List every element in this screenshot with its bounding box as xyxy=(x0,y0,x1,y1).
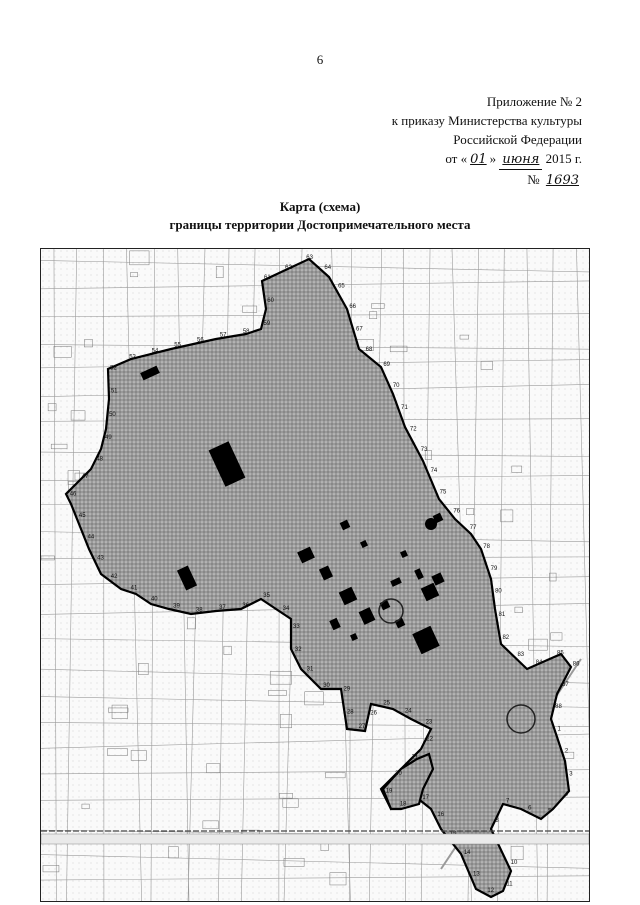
boundary-point-label: 57 xyxy=(219,332,227,339)
boundary-point-label: 37 xyxy=(219,604,226,611)
boundary-point-label: 30 xyxy=(323,683,330,689)
boundary-point-label: 13 xyxy=(473,871,480,878)
boundary-point-label: 58 xyxy=(242,328,250,335)
boundary-point-label: 47 xyxy=(81,474,89,481)
boundary-point-label: 83 xyxy=(517,651,525,658)
boundary-point-label: 10 xyxy=(510,860,518,867)
boundary-point-label: 31 xyxy=(306,666,314,673)
boundary-point-label: 14 xyxy=(463,849,471,856)
boundary-point-label: 51 xyxy=(110,388,118,395)
boundary-point-label: 24 xyxy=(404,708,412,715)
boundary-point-label: 20 xyxy=(395,770,402,777)
boundary-point-label: 78 xyxy=(483,543,490,550)
boundary-point-label: 52 xyxy=(110,365,117,372)
boundary-point-label: 5 xyxy=(548,808,552,815)
appendix-number-line xyxy=(392,170,582,190)
boundary-point-label: 11 xyxy=(506,881,513,888)
boundary-point-label: 7 xyxy=(506,798,510,805)
boundary-point-label: 59 xyxy=(263,320,271,327)
boundary-point-label: 55 xyxy=(174,342,181,349)
boundary-point-label: 43 xyxy=(97,555,104,562)
boundary-point-label: 25 xyxy=(383,700,391,707)
boundary-point-label: 67 xyxy=(356,326,363,333)
date-day: 01 xyxy=(470,152,487,167)
boundary-point-label: 74 xyxy=(430,468,438,475)
map-bottom-strip xyxy=(41,834,589,844)
boundary-point-label: 28 xyxy=(346,709,354,716)
boundary-point-label: 1 xyxy=(557,726,561,733)
appendix-title: Приложение № 2 xyxy=(486,94,582,109)
boundary-point-label: 36 xyxy=(242,603,250,610)
boundary-point-label: 62 xyxy=(285,265,292,272)
boundary-point-label: 12 xyxy=(487,888,495,895)
page-number: 6 xyxy=(316,52,324,67)
boundary-point-label: 6 xyxy=(528,805,532,812)
boundary-point-label: 46 xyxy=(69,491,77,498)
date-year: 2015 г. xyxy=(545,151,582,166)
boundary-point-label: 69 xyxy=(383,361,391,368)
boundary-point-label: 4 xyxy=(564,792,568,799)
boundary-point-label: 88 xyxy=(555,704,562,711)
boundary-point-label: 53 xyxy=(129,354,136,361)
boundary-point-label: 17 xyxy=(422,795,430,802)
boundary-point-label: 2 xyxy=(564,748,569,755)
boundary-point-label: 8 xyxy=(495,818,499,825)
boundary-point-label: 3 xyxy=(569,771,573,778)
date-mid: » xyxy=(489,151,497,166)
boundary-point-label: 21 xyxy=(411,754,419,761)
boundary-point-label: 77 xyxy=(469,524,477,531)
boundary-point-label: 81 xyxy=(498,611,506,618)
boundary-point-label: 70 xyxy=(392,383,400,390)
boundary-point-label: 50 xyxy=(109,411,116,418)
boundary-point-label: 16 xyxy=(437,811,445,818)
boundary-point-label: 22 xyxy=(426,736,433,743)
appendix-date-line xyxy=(392,149,582,170)
boundary-point-label: 72 xyxy=(409,426,417,433)
boundary-point-label: 39 xyxy=(173,603,180,610)
boundary-point-label: 80 xyxy=(495,588,502,595)
boundary-point-label: 54 xyxy=(151,348,159,355)
boundary-point-label: 79 xyxy=(490,565,498,572)
boundary-point-label: 35 xyxy=(263,593,270,600)
boundary-point-label: 87 xyxy=(562,682,569,689)
boundary-point-label: 65 xyxy=(338,283,345,290)
boundary-point-label: 45 xyxy=(78,512,86,519)
boundary-point-label: 76 xyxy=(453,508,461,515)
boundary-point-label: 42 xyxy=(110,573,118,580)
boundary-point-label: 61 xyxy=(264,275,271,281)
boundary-point-label: 82 xyxy=(502,634,510,641)
boundary-point-label: 63 xyxy=(306,255,313,262)
appendix-block xyxy=(392,92,582,190)
boundary-point-label: 18 xyxy=(399,801,407,808)
order-number: 1693 xyxy=(545,173,579,188)
boundary-point-label: 40 xyxy=(150,596,158,603)
boundary-point-label: 56 xyxy=(197,337,204,344)
boundary-point-label: 23 xyxy=(425,719,433,726)
boundary-point-label: 75 xyxy=(439,489,447,496)
boundary-point-label: 44 xyxy=(87,534,95,541)
appendix-ministry-line: Российской Федерации xyxy=(453,132,582,147)
boundary-point-label: 86 xyxy=(572,661,580,668)
boundary-point-label: 26 xyxy=(370,710,377,717)
boundary-point-label: 19 xyxy=(385,788,393,795)
boundary-point-label: 33 xyxy=(293,623,300,630)
boundary-point-label: 38 xyxy=(195,607,203,614)
number-prefix: № xyxy=(527,172,540,187)
boundary-point-label: 71 xyxy=(401,404,408,411)
boundary-point-label: 73 xyxy=(420,447,428,454)
boundary-point-label: 32 xyxy=(294,646,302,653)
boundary-point-label: 48 xyxy=(96,456,104,463)
map-title xyxy=(0,198,640,234)
boundary-point-label: 68 xyxy=(365,346,373,353)
map-title-line1: Карта (схема) xyxy=(279,199,361,214)
appendix-order-line: к приказу Министерства культуры xyxy=(391,113,582,128)
date-month: июня xyxy=(499,150,542,170)
boundary-point-label: 49 xyxy=(105,434,112,441)
boundary-map xyxy=(41,249,589,901)
boundary-point-label: 64 xyxy=(324,265,332,272)
boundary-point-label: 29 xyxy=(343,686,351,693)
boundary-point-label: 41 xyxy=(130,585,138,592)
boundary-point-label: 60 xyxy=(267,298,274,305)
boundary-point-label: 66 xyxy=(349,304,357,311)
boundary-point-label: 84 xyxy=(535,660,543,667)
round-building xyxy=(425,518,437,530)
boundary-point-label: 34 xyxy=(282,606,290,613)
boundary-point-label: 85 xyxy=(557,650,564,657)
map-frame xyxy=(40,248,590,902)
date-prefix: от « xyxy=(445,151,468,166)
boundary-point-label: 27 xyxy=(358,724,366,731)
map-title-line2: границы территории Достопримечательного места xyxy=(169,217,471,232)
